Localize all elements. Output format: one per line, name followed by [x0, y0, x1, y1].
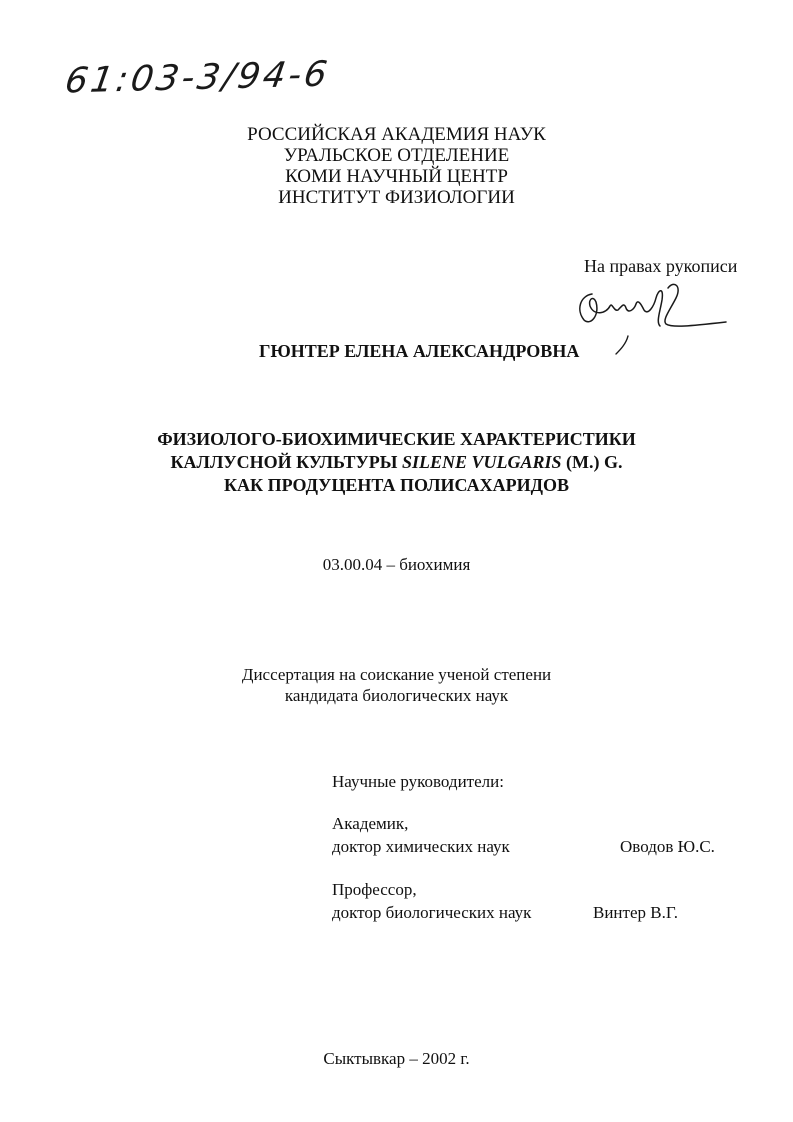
rights-note: На правах рукописи [584, 256, 738, 276]
supervisor-degree: доктор химических наук [332, 837, 510, 856]
place-and-year: Сыктывкар – 2002 г. [323, 1049, 470, 1068]
title-line: ФИЗИОЛОГО-БИОХИМИЧЕСКИЕ ХАРАКТЕРИСТИКИ [157, 429, 636, 449]
supervisor-name: Оводов Ю.С. [620, 837, 715, 856]
degree-statement [0, 664, 793, 706]
supervisor-entry [332, 812, 732, 858]
supervisor-degree: доктор биологических наук [332, 903, 532, 922]
supervisor-entry [332, 878, 732, 924]
title-line: КАК ПРОДУЦЕНТА ПОЛИСАХАРИДОВ [223, 475, 570, 495]
signature-icon [570, 276, 730, 358]
organization-line: КОМИ НАУЧНЫЙ ЦЕНТР [285, 166, 508, 187]
supervisor-title: Профессор, [332, 880, 417, 899]
supervisors-heading: Научные руководители: [332, 772, 504, 791]
organization-line: РОССИЙСКАЯ АКАДЕМИЯ НАУК [247, 124, 546, 145]
author-name: ГЮНТЕР ЕЛЕНА АЛЕКСАНДРОВНА [259, 341, 580, 361]
supervisor-name: Винтер В.Г. [593, 903, 679, 922]
organization-line: ИНСТИТУТ ФИЗИОЛОГИИ [278, 187, 515, 208]
degree-line: кандидата биологических наук [284, 686, 509, 705]
organization-line: УРАЛЬСКОЕ ОТДЕЛЕНИЕ [283, 145, 510, 166]
handwritten-catalog-number: 61:03-3/94-6 [62, 54, 333, 102]
title-line-suffix: (M.) G. [561, 452, 623, 472]
degree-line: Диссертация на соискание ученой степени [241, 665, 552, 684]
title-line [0, 451, 793, 474]
specialty-code: 03.00.04 – биохимия [322, 555, 471, 574]
organization-header [0, 124, 793, 208]
species-name: SILENE VULGARIS [401, 452, 562, 472]
title-line-prefix: КАЛЛУСНОЙ КУЛЬТУРЫ [170, 452, 402, 472]
dissertation-title [0, 428, 793, 497]
supervisor-title: Академик, [332, 814, 409, 833]
